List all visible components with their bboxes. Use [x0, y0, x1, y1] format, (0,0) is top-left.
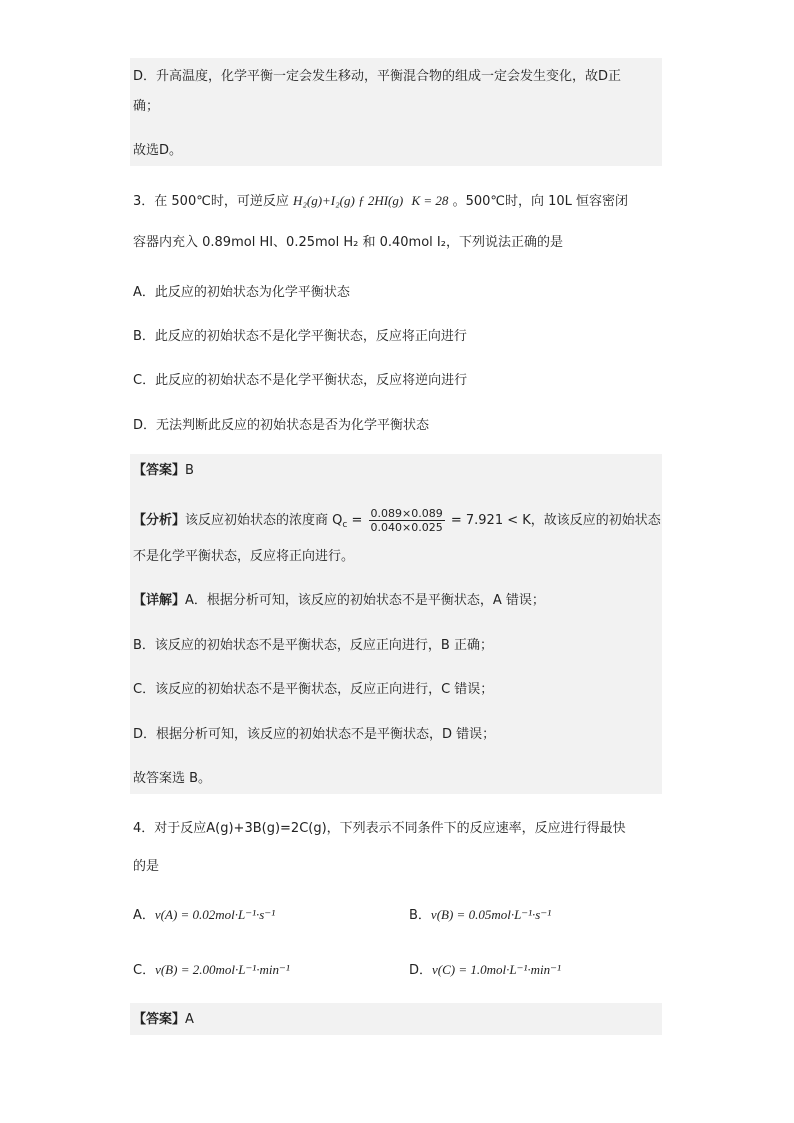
- q3-option-b: B．此反应的初始状态不是化学平衡状态，反应将正向进行: [133, 329, 467, 344]
- q4-option-c: [133, 961, 290, 980]
- q3-stem-prefix: 3．在 500℃时，可逆反应: [133, 194, 289, 209]
- q3-detail-d: D．根据分析可知，该反应的初始状态不是平衡状态，D 错误；: [133, 727, 496, 742]
- q4-option-b-label: B．: [409, 908, 431, 923]
- q3-equation: H₂(g)+I₂(g) ƒ 2HI(g): [292, 193, 404, 208]
- q4-stem-line1: 4．对于反应A(g)+3B(g)=2C(g)，下列表示不同条件下的反应速率，反应进行得最快: [133, 821, 626, 836]
- q3-option-d: D．无法判断此反应的初始状态是否为化学平衡状态: [133, 418, 430, 433]
- q4-option-b: [409, 906, 551, 925]
- prev-option-d-line2: 确；: [133, 99, 160, 114]
- q4-option-d: [409, 961, 561, 980]
- q3-answer: [133, 462, 194, 480]
- q4-stem-line2: 的是: [133, 859, 160, 874]
- q3-analysis-line2: 不是化学平衡状态，反应将正向进行。: [133, 549, 355, 564]
- q3-detail-a-text: A．根据分析可知，该反应的初始状态不是平衡状态，A 错误；: [185, 593, 545, 608]
- q4-option-b-expr: v(B) = 0.05mol·L⁻¹·s⁻¹: [430, 907, 552, 922]
- q3-fraction: [369, 507, 445, 534]
- q3-option-a: A．此反应的初始状态为化学平衡状态: [133, 285, 350, 300]
- q3-analysis-q-sub: c: [342, 520, 348, 530]
- q4-option-a: [133, 906, 275, 925]
- q4-answer-band: [130, 1003, 662, 1035]
- q3-stem-line1: [133, 192, 628, 211]
- q3-detail-a: [133, 592, 545, 610]
- prev-option-d-line1: D．升高温度，化学平衡一定会发生移动，平衡混合物的组成一定会发生变化，故D正: [133, 69, 622, 84]
- q3-detail-label: 【详解】: [133, 593, 186, 608]
- q3-analysis-line1: [133, 507, 661, 538]
- q4-answer-value: A: [185, 1012, 194, 1027]
- q3-analysis-label: 【分析】: [133, 513, 186, 528]
- q3-stem-line2: 容器内充入 0.89mol HI、0.25mol H₂ 和 0.40mol I₂，下列说法正确的是: [133, 235, 563, 250]
- q3-fraction-denominator: 0.040×0.025: [370, 521, 443, 534]
- q4-option-c-label: C．: [133, 963, 156, 978]
- q4-option-d-expr: v(C) = 1.0mol·L⁻¹·min⁻¹: [432, 962, 561, 977]
- q3-conclusion: 故答案选 B。: [133, 771, 212, 786]
- q3-answer-label: 【答案】: [133, 463, 186, 478]
- prev-conclusion: 故选D。: [133, 143, 183, 158]
- q3-analysis-text-b: = 7.921 < K，故该反应的初始状态: [446, 513, 661, 528]
- q4-option-a-expr: v(A) = 0.02mol·L⁻¹·s⁻¹: [154, 907, 276, 922]
- q4-answer: [133, 1011, 194, 1029]
- q3-answer-value: B: [185, 463, 194, 478]
- q3-option-c: C．此反应的初始状态不是化学平衡状态，反应将逆向进行: [133, 373, 468, 388]
- q4-answer-label: 【答案】: [133, 1012, 186, 1027]
- q3-analysis-eq: =: [347, 513, 367, 528]
- q3-k-value: K = 28: [411, 193, 449, 208]
- q3-stem-suffix: 。500℃时，向 10L 恒容密闭: [452, 194, 629, 209]
- q3-detail-c: C．该反应的初始状态不是平衡状态，反应正向进行，C 错误；: [133, 682, 494, 697]
- q4-option-a-label: A．: [133, 908, 155, 923]
- q4-option-d-label: D．: [409, 963, 433, 978]
- q3-detail-b: B．该反应的初始状态不是平衡状态，反应正向进行，B 正确；: [133, 638, 493, 653]
- q4-option-c-expr: v(B) = 2.00mol·L⁻¹·min⁻¹: [155, 962, 290, 977]
- q3-analysis-text-a: 该反应初始状态的浓度商 Q: [185, 513, 343, 528]
- q3-fraction-numerator: 0.089×0.089: [370, 507, 443, 520]
